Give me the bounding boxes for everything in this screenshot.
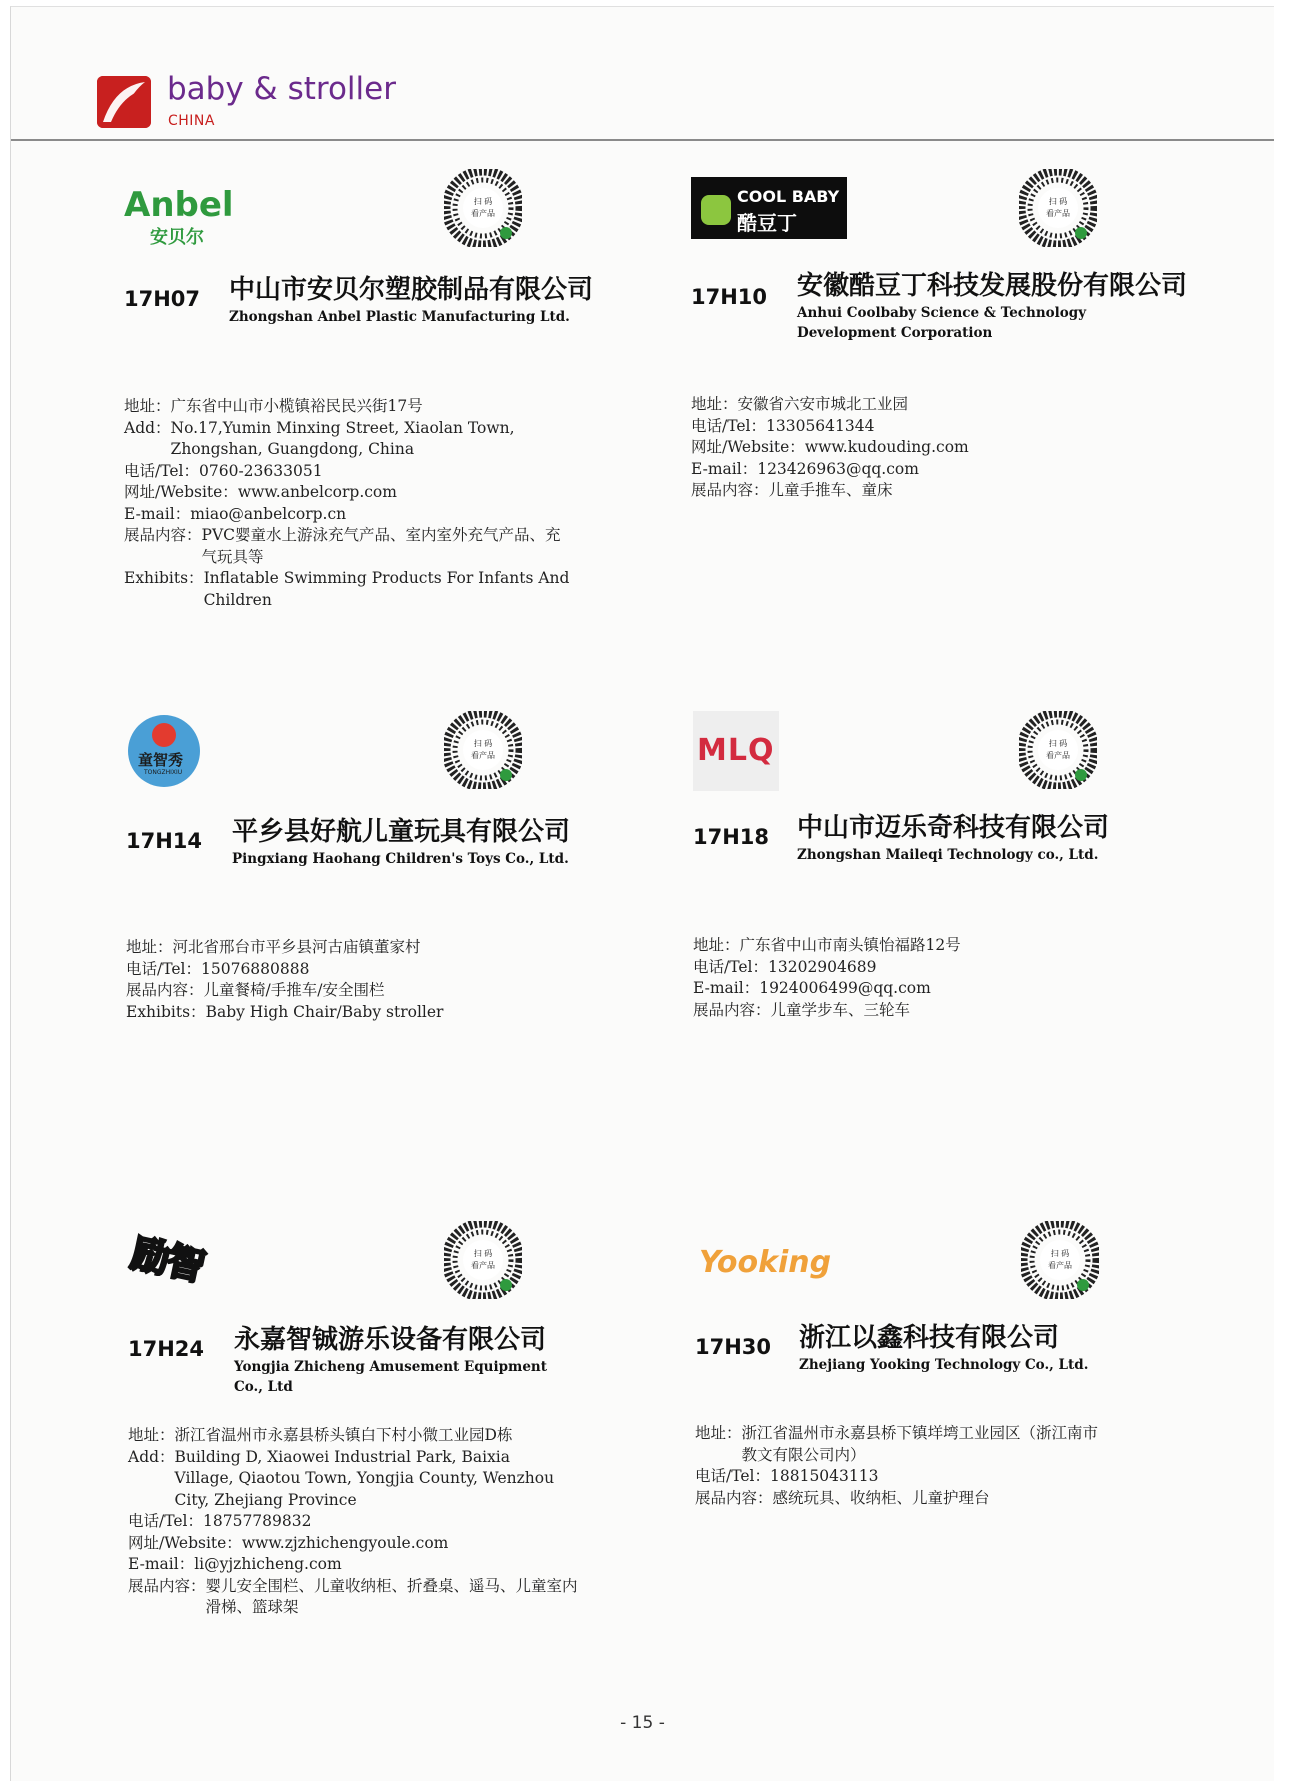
qr-caption-bottom: 看产品 [471, 751, 495, 760]
exhibitor-logo [691, 169, 851, 259]
detail-row [128, 1447, 628, 1512]
qr-caption-top: 扫 码 [473, 739, 493, 748]
detail-value: Baby High Chair/Baby stroller [205, 1002, 444, 1021]
detail-row [693, 957, 1193, 979]
contact-details [691, 394, 1191, 502]
detail-value: 18815043113 [770, 1467, 879, 1485]
page-number: - 15 - [620, 1713, 665, 1733]
brand-logo-icon [97, 76, 151, 128]
detail-label: 地址： [126, 938, 173, 956]
detail-value: 1924006499@qq.com [759, 979, 931, 997]
detail-value: Inflatable Swimming Products For Infants And Children [203, 569, 570, 609]
detail-label: E-mail： [128, 1555, 195, 1573]
exhibitor-card [695, 1221, 1255, 1661]
detail-row [691, 437, 1191, 459]
detail-row [124, 396, 624, 418]
detail-value: 18757789832 [203, 1512, 312, 1530]
detail-value: 广东省中山市小榄镇裕民民兴街17号 [170, 397, 423, 415]
qr-caption-top: 扫 码 [473, 197, 493, 206]
detail-row [124, 504, 624, 526]
logo-text-cn: 酷豆丁 [737, 211, 797, 235]
detail-row [128, 1425, 628, 1447]
booth-number: 17H30 [695, 1335, 772, 1359]
logo-text: 童智秀 [138, 751, 184, 769]
detail-row [124, 461, 624, 483]
detail-row [695, 1423, 1195, 1466]
detail-label: 网址/Website： [128, 1533, 242, 1552]
company-name-en: Zhongshan Anbel Plastic Manufacturing Ltd. [229, 309, 570, 325]
brand-name: baby & stroller [167, 71, 396, 107]
detail-label: 展品内容： [693, 1000, 771, 1019]
detail-value: 15076880888 [201, 959, 310, 978]
detail-value: 安徽省六安市城北工业园 [737, 395, 909, 413]
detail-label: 地址： [128, 1426, 175, 1444]
detail-value: 123426963@qq.com [757, 459, 919, 478]
exhibitor-card [693, 711, 1253, 1151]
exhibitor-logo [695, 1221, 855, 1311]
detail-label: 电话/Tel： [128, 1512, 203, 1530]
qr-caption-bottom: 看产品 [471, 209, 495, 218]
detail-value: PVC婴童水上游泳充气产品、室内室外充气产品、充气玩具等 [201, 526, 561, 566]
exhibitor-logo [693, 711, 853, 801]
detail-row [124, 418, 624, 461]
company-name-en: Yongjia Zhicheng Amusement Equipment Co., Ltd [234, 1359, 547, 1395]
company-name-cn: 永嘉智铖游乐设备有限公司 [234, 1325, 547, 1355]
catalog-page [10, 6, 1274, 1781]
detail-row [126, 1002, 626, 1024]
detail-value: 13305641344 [766, 416, 875, 435]
detail-row [691, 480, 1191, 502]
company-name-cn: 中山市安贝尔塑胶制品有限公司 [229, 275, 594, 305]
company-name-cn: 浙江以鑫科技有限公司 [799, 1323, 1060, 1353]
detail-row [128, 1511, 628, 1533]
qr-code [1021, 1221, 1099, 1299]
detail-label: 电话/Tel： [693, 957, 768, 976]
detail-value: Building D, Xiaowei Industrial Park, Baixia Village, Qiaotou Town, Yongjia County, Wenzhou City, Zhejiang Province [174, 1447, 555, 1509]
detail-value: 儿童餐椅/手推车/安全围栏 [203, 981, 385, 999]
qr-caption-top: 扫 码 [473, 1249, 493, 1258]
exhibitor-card [691, 169, 1251, 609]
detail-label: 展品内容： [124, 526, 202, 544]
qr-caption-bottom: 看产品 [1046, 751, 1070, 760]
detail-value: 儿童学步车、三轮车 [770, 1000, 911, 1019]
logo-text-sub: TONGZHIXIU [144, 769, 183, 776]
detail-label: 电话/Tel： [691, 416, 766, 435]
exhibitor-card [124, 169, 684, 609]
company-name-cn: 平乡县好航儿童玩具有限公司 [232, 817, 571, 847]
exhibitor-card [126, 711, 686, 1151]
exhibitor-logo [124, 169, 284, 259]
detail-row [128, 1533, 628, 1555]
detail-label: Add： [124, 418, 171, 437]
exhibitor-logo [128, 1221, 288, 1311]
brand-sub: CHINA [168, 113, 215, 129]
qr-code [444, 1221, 522, 1299]
booth-number: 17H07 [124, 287, 201, 311]
detail-label: 电话/Tel： [126, 959, 201, 978]
detail-row [695, 1466, 1195, 1488]
detail-row [691, 416, 1191, 438]
detail-label: 展品内容： [695, 1488, 773, 1507]
company-name-en: Zhejiang Yooking Technology Co., Ltd. [799, 1357, 1089, 1373]
detail-value: No.17,Yumin Minxing Street, Xiaolan Town, Zhongshan, Guangdong, China [170, 418, 515, 458]
logo-text: Yooking [699, 1245, 832, 1280]
detail-row [126, 959, 626, 981]
detail-row [128, 1576, 628, 1619]
detail-row [693, 978, 1193, 1000]
contact-details [693, 935, 1193, 1021]
company-name-en: Pingxiang Haohang Children's Toys Co., Ltd. [232, 851, 569, 867]
qr-caption-bottom: 看产品 [1048, 1261, 1072, 1270]
company-name-cn: 中山市迈乐奇科技有限公司 [797, 813, 1110, 843]
qr-caption-top: 扫 码 [1050, 1249, 1070, 1258]
detail-label: 地址： [693, 936, 740, 954]
qr-caption-bottom: 看产品 [471, 1261, 495, 1270]
detail-value: www.zjzhichengyoule.com [241, 1533, 449, 1552]
detail-row [695, 1488, 1195, 1510]
detail-label: E-mail： [691, 459, 758, 478]
detail-label: Add： [128, 1447, 175, 1466]
detail-label: 地址： [695, 1424, 742, 1442]
detail-value: 广东省中山市南头镇怡福路12号 [739, 936, 961, 954]
booth-number: 17H10 [691, 285, 768, 309]
contact-details [126, 937, 626, 1023]
detail-value: 河北省邢台市平乡县河古庙镇董家村 [172, 938, 421, 956]
contact-details [695, 1423, 1195, 1509]
detail-row [124, 482, 624, 504]
company-name-en: Zhongshan Maileqi Technology co., Ltd. [797, 847, 1099, 863]
detail-row [124, 568, 624, 611]
detail-label: 网址/Website： [124, 483, 238, 501]
logo-text: COOL BABY [737, 187, 840, 206]
logo-text-cn: 安贝尔 [150, 227, 204, 248]
detail-row [693, 1000, 1193, 1022]
qr-caption-top: 扫 码 [1048, 197, 1068, 206]
booth-number: 17H24 [128, 1337, 205, 1361]
qr-code [444, 169, 522, 247]
detail-label: 展品内容： [126, 981, 204, 999]
detail-label: 电话/Tel： [124, 461, 199, 480]
detail-value: www.anbelcorp.com [237, 483, 397, 501]
detail-row [691, 394, 1191, 416]
detail-value: www.kudouding.com [804, 438, 969, 456]
detail-value: miao@anbelcorp.cn [190, 504, 347, 523]
detail-label: Exhibits： [124, 569, 204, 587]
contact-details [128, 1425, 628, 1619]
contact-details [124, 396, 624, 611]
booth-number: 17H18 [693, 825, 770, 849]
detail-value: 婴儿安全围栏、儿童收纳柜、折叠桌、遥马、儿童室内滑梯、篮球架 [205, 1576, 578, 1616]
detail-value: 浙江省温州市永嘉县桥头镇白下村小微工业园D栋 [174, 1426, 513, 1444]
detail-label: E-mail： [693, 979, 760, 997]
logo-text: MLQ [697, 733, 775, 768]
qr-code [1019, 711, 1097, 789]
qr-caption-bottom: 看产品 [1046, 209, 1070, 218]
header-divider [11, 139, 1274, 141]
detail-row [693, 935, 1193, 957]
detail-label: 展品内容： [691, 481, 769, 499]
detail-label: 电话/Tel： [695, 1467, 770, 1485]
leaf-icon [701, 195, 731, 225]
detail-value: 浙江省温州市永嘉县桥下镇垟塆工业园区（浙江南市教文有限公司内） [741, 1424, 1099, 1464]
detail-row [126, 937, 626, 959]
detail-label: 地址： [691, 395, 738, 413]
qr-code [1019, 169, 1097, 247]
detail-row [128, 1554, 628, 1576]
detail-label: 展品内容： [128, 1576, 206, 1595]
detail-row [691, 459, 1191, 481]
logo-text: Anbel [124, 185, 234, 225]
detail-label: Exhibits： [126, 1002, 206, 1021]
booth-number: 17H14 [126, 829, 203, 853]
detail-label: 地址： [124, 397, 171, 415]
logo-dot-icon [152, 723, 176, 747]
detail-row [124, 525, 624, 568]
detail-value: 感统玩具、收纳柜、儿童护理台 [772, 1488, 990, 1507]
detail-label: 网址/Website： [691, 438, 805, 456]
company-name-en: Anhui Coolbaby Science & Technology Development Corporation [797, 305, 1087, 341]
qr-caption-top: 扫 码 [1048, 739, 1068, 748]
detail-value: li@yjzhicheng.com [194, 1555, 342, 1573]
detail-value: 0760-23633051 [199, 461, 323, 480]
detail-value: 13202904689 [768, 957, 877, 976]
exhibitor-logo [126, 711, 286, 801]
detail-label: E-mail： [124, 504, 191, 523]
exhibitor-card [128, 1221, 688, 1661]
detail-value: 儿童手推车、童床 [768, 481, 893, 499]
company-name-cn: 安徽酷豆丁科技发展股份有限公司 [797, 271, 1188, 301]
qr-code [444, 711, 522, 789]
detail-row [126, 980, 626, 1002]
logo-text: 励智 [127, 1230, 208, 1289]
